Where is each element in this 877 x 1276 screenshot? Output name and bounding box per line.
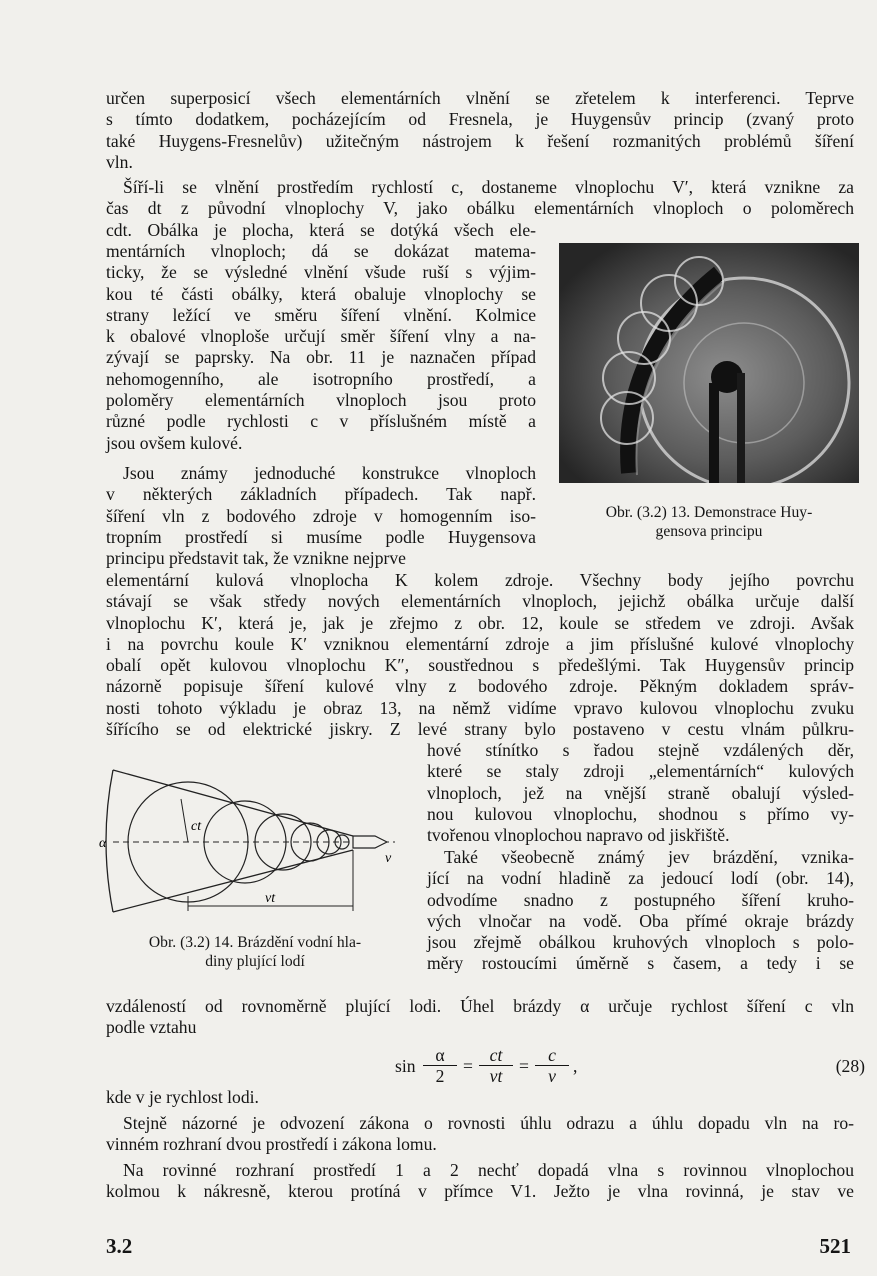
figure-14-diagram <box>95 766 415 916</box>
figure-13-caption: Obr. (3.2) 13. Demonstrace Huy- gensova principu <box>605 504 813 540</box>
paragraph-6: Stejně názorné je odvození zákona o rovnosti úhlu odrazu a úhlu dopadu vln na ro- vinném rozhraní dvou prostředí i zákona lomu. <box>106 1113 854 1155</box>
eq-frac-c-v: $\frac{c}{v}$ <box>535 1045 569 1086</box>
paragraph-4-right-column: Také všeobecně známý jev brázdění, vznika- jící na vodní hladině za jedoucí lodí (obr. 14), odvodíme snadno z postupného šíření kruho- vých vlnočar na vodě. Oba přímé okraje brázdy jsou zřejmě obálkou kruhových vlnoploch s polo- měry rostoucími úměrně s časem, a tedy i se <box>427 847 854 974</box>
eq-equals-1: = <box>463 1056 473 1076</box>
ship-icon <box>353 836 387 848</box>
eq-comma: , <box>573 1056 578 1076</box>
paragraph-5: kde v je rychlost lodi. <box>106 1087 259 1107</box>
label-vt: vt <box>265 891 276 906</box>
figure-13-photo <box>559 243 859 483</box>
eq-sin: sin <box>395 1056 416 1076</box>
eq-number: (28) <box>835 1056 865 1076</box>
paragraph-2-left-column: mentárních vlnoploch; dá se dokázat matema- ticky, že se výsledné vlnění všude ruší s výjim- kou té části obálky, která obaluje vlnoplochy se strany ležící ve směru šíření vlnění. Kolmice k obalové vlnoploše určují směr šíření vlny a na- zývají se paprsky. Na obr. 11 je naznačen případ nehomogenního, ale isotropního prostředí, a poloměry elementárních vlnoploch jsou proto různé podle rychlosti c v příslušném místě a jsou ovšem kulové. <box>106 241 536 453</box>
paragraph-1: určen superposicí všech elementárních vlnění se zřetelem k interferenci. Teprve s tímto dodatkem, pocházejícím od Fresnela, je Huygensův princip (zvaný proto také Huygens-Fresnelův) užitečným nástrojem k řešení rozmanitých problémů šíření vln. <box>106 88 854 172</box>
eq-frac-alpha: $\frac{\alpha}{2}$ <box>423 1045 457 1086</box>
paragraph-3-right-column: hové stínítko s řadou stejně vzdálených děr, které se staly zdroji „elementárních“ kulových vlnoploch, jež na vnější straně obalují výsled- nou kulovou vlnoplochu, shodnou s přímo vy- tvořenou vlnoplochou napravo od jiskřiště. <box>427 740 854 846</box>
wake-arc <box>106 770 113 912</box>
label-alpha: α <box>99 836 107 851</box>
ship-wake-diagram <box>95 766 415 916</box>
figure-14-caption: Obr. (3.2) 14. Brázdění vodní hla- diny plující lodí <box>148 934 362 970</box>
paragraph-4-full-width: vzdáleností od rovnoměrně plující lodi. Úhel brázdy α určuje rychlost šíření c vln podle vztahu <box>106 996 854 1038</box>
paragraph-2-top: Šíří-li se vlnění prostředím rychlostí c, dostaneme vlnoplochu V′, která vznikne za čas dt z původní vlnoplochy V, jako obálku elementárních vlnoploch o poloměrech cdt. Obálka je plocha, která se dotýká všech ele- <box>106 177 854 240</box>
section-number: 3.2 <box>106 1234 133 1258</box>
paragraph-3-full-width: elementární kulová vlnoplocha K kolem zdroje. Všechny body jejího povrchu stávají se však středy nových elementárních vlnoploch, jejichž obálka určuje další vlnoplochu K′, která je, jak je zřejmo z obr. 12, koule se středem ve zdroji. Avšak i na povrchu koule K′ vzniknou elementární zdroje a jim příslušné kulové vlnoplochy obalí opět kulovou vlnoplochu K″, soustřednou s předešlými. Tak Huygensův princip názorně popisuje šíření kulové vlny z bodového zdroje. Pěkným dokladem správ- nosti tohoto výkladu je obraz 13, na němž vidíme vpravo kulovou vlnoplochu zvuku šířícího se od elektrické jiskry. Z levé strany bylo postaveno v cestu vlnám půlkru- <box>106 570 854 740</box>
label-v: v <box>385 851 392 866</box>
equation-28 <box>395 1045 865 1091</box>
label-ct: ct <box>191 819 202 834</box>
paragraph-7: Na rovinné rozhraní prostředí 1 a 2 nechť dopadá vlna s rovinnou vlnoplochou kolmou k nákresně, kterou protíná v přímce V1. Ježto je vlna rovinná, je stav ve <box>106 1160 854 1202</box>
huygens-demonstration-image <box>559 243 859 483</box>
page-number: 521 <box>819 1234 851 1258</box>
radius-line <box>181 799 188 842</box>
eq-equals-2: = <box>519 1056 529 1076</box>
eq-frac-ct-vt: $\frac{ct}{vt}$ <box>479 1045 513 1086</box>
paragraph-3-left-column: Jsou známy jednoduché konstrukce vlnoploch v některých základních případech. Tak např. šíření vln z bodového zdroje v homogenním iso- tropním prostředí si musíme podle Huygensova principu představit tak, že vznikne nejprve <box>106 463 536 569</box>
